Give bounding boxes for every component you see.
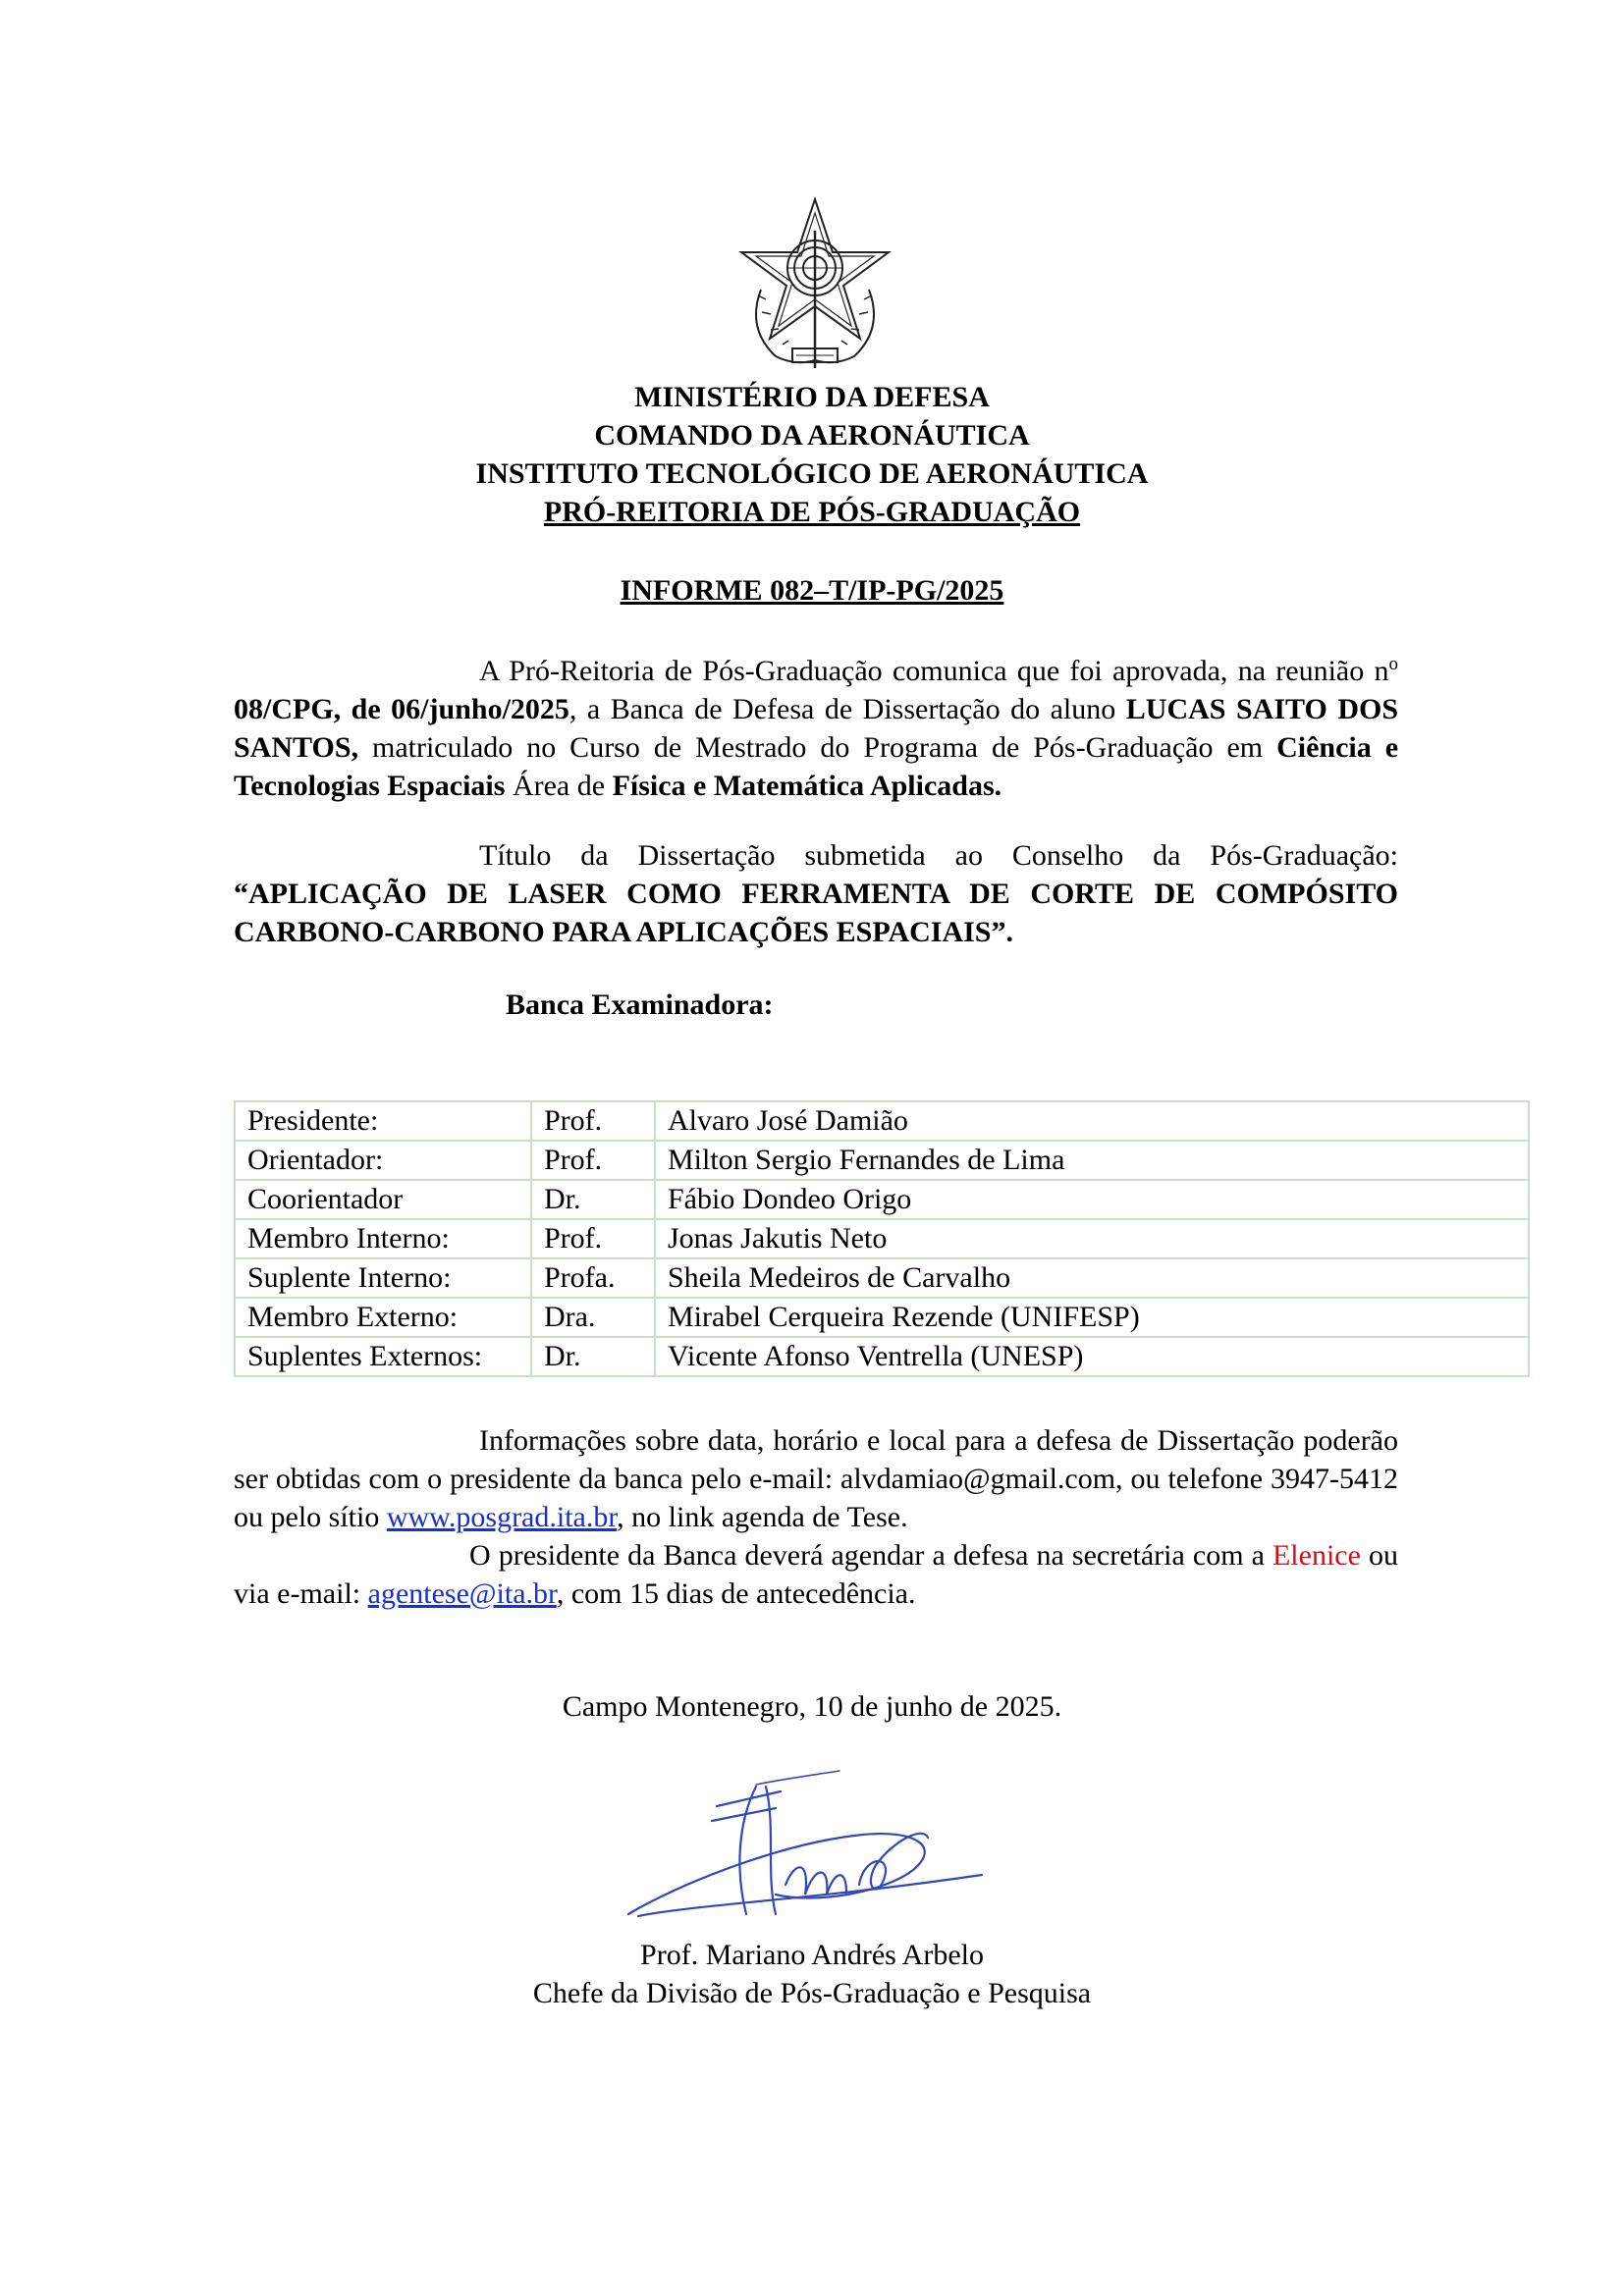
table-row [235,1219,1529,1258]
contact-name: Elenice [1272,1539,1361,1572]
email-link[interactable]: agentese@ita.br [367,1577,557,1610]
text-run: Título da Dissertação submetida ao Conselho da Pós-Graduação: [479,839,1398,872]
signature-icon [619,1767,1011,1934]
table-row [235,1141,1529,1180]
text-run: Área de [505,770,613,802]
text-run: A Pró-Reitoria de Pós-Graduação comunica que foi aprovada, na reunião n [479,655,1389,687]
member-name: Alvaro José Damião [655,1101,1529,1141]
paragraph-approval [234,645,1398,805]
signer-block [0,1936,1624,2012]
table-row [235,1180,1529,1219]
coat-of-arms-icon [731,191,898,378]
informe-number: INFORME 082–T/IP-PG/2025 [620,574,1004,607]
program-name: Ciência e Tecnologias Espaciais [234,731,1399,802]
text-run: matriculado no Curso de Mestrado do Programa de Pós-Graduação em [358,731,1277,764]
table-row [235,1298,1529,1337]
member-name: Milton Sergio Fernandes de Lima [655,1141,1529,1180]
text-run: O presidente da Banca deverá agendar a defesa na secretária com a [469,1539,1272,1572]
banca-table [234,1100,1530,1377]
dissertation-title: “APLICAÇÃO DE LASER COMO FERRAMENTA DE CORTE DE COMPÓSITO CARBONO-CARBONO PARA APLICAÇÕES ESPACIAIS”. [234,878,1398,948]
member-title: Dra. [531,1298,655,1337]
member-role: Coorientador [235,1180,531,1219]
member-role: Suplentes Externos: [235,1337,531,1376]
text-run: , com 15 dias de antecedência. [556,1577,916,1610]
paragraph-title [234,836,1398,951]
member-role: Membro Interno: [235,1219,531,1258]
member-title: Prof. [531,1101,655,1141]
paragraph-scheduling [234,1536,1398,1613]
signer-name: Prof. Mariano Andrés Arbelo [640,1939,984,1971]
area-name: Física e Matemática Aplicadas. [612,770,1002,802]
member-name: Vicente Afonso Ventrella (UNESP) [655,1337,1529,1376]
text-run: ou via e-mail: [234,1539,1399,1610]
member-name: Mirabel Cerqueira Rezende (UNIFESP) [655,1298,1529,1337]
member-name: Sheila Medeiros de Carvalho [655,1258,1529,1298]
member-role: Suplente Interno: [235,1258,531,1298]
student-name: LUCAS SAITO DOS SANTOS, [234,693,1399,764]
table-row [235,1258,1529,1298]
text-run: , a Banca de Defesa de Dissertação do aluno [568,693,1126,725]
header-pro-rectorate: PRÓ-REITORIA DE PÓS-GRADUAÇÃO [543,496,1081,528]
member-role: Orientador: [235,1141,531,1180]
superscript: o [1388,654,1398,674]
member-title: Profa. [531,1258,655,1298]
text-run: Informações sobre data, horário e local para a defesa de Dissertação poderão ser obtidas com o presidente da banca pelo e-mail: alvdamiao@gmail.com, ou telefone 3947-5412 ou pelo sítio [234,1424,1398,1533]
member-name: Jonas Jakutis Neto [655,1219,1529,1258]
table-row [235,1337,1529,1376]
header-institute: INSTITUTO TECNOLÓGICO DE AERONÁUTICA [475,457,1149,490]
member-name: Fábio Dondeo Origo [655,1180,1529,1219]
signer-position: Chefe da Divisão de Pós-Graduação e Pesquisa [532,1977,1092,2009]
member-title: Prof. [531,1141,655,1180]
member-role: Presidente: [235,1101,531,1141]
member-title: Prof. [531,1219,655,1258]
posgrad-link[interactable]: www.posgrad.ita.br [386,1501,618,1533]
member-title: Dr. [531,1180,655,1219]
header-ministry: MINISTÉRIO DA DEFESA [634,381,990,413]
document-header [0,378,1624,531]
paragraph-info [234,1421,1398,1536]
text-run: , no link agenda de Tese. [617,1501,908,1533]
member-role: Membro Externo: [235,1298,531,1337]
member-title: Dr. [531,1337,655,1376]
table-row [235,1101,1529,1141]
meeting-reference: 08/CPG, de 06/junho/2025 [234,693,569,725]
banca-heading: Banca Examinadora: [506,988,774,1021]
date-line: Campo Montenegro, 10 de junho de 2025. [562,1690,1062,1723]
header-command: COMANDO DA AERONÁUTICA [594,419,1030,452]
